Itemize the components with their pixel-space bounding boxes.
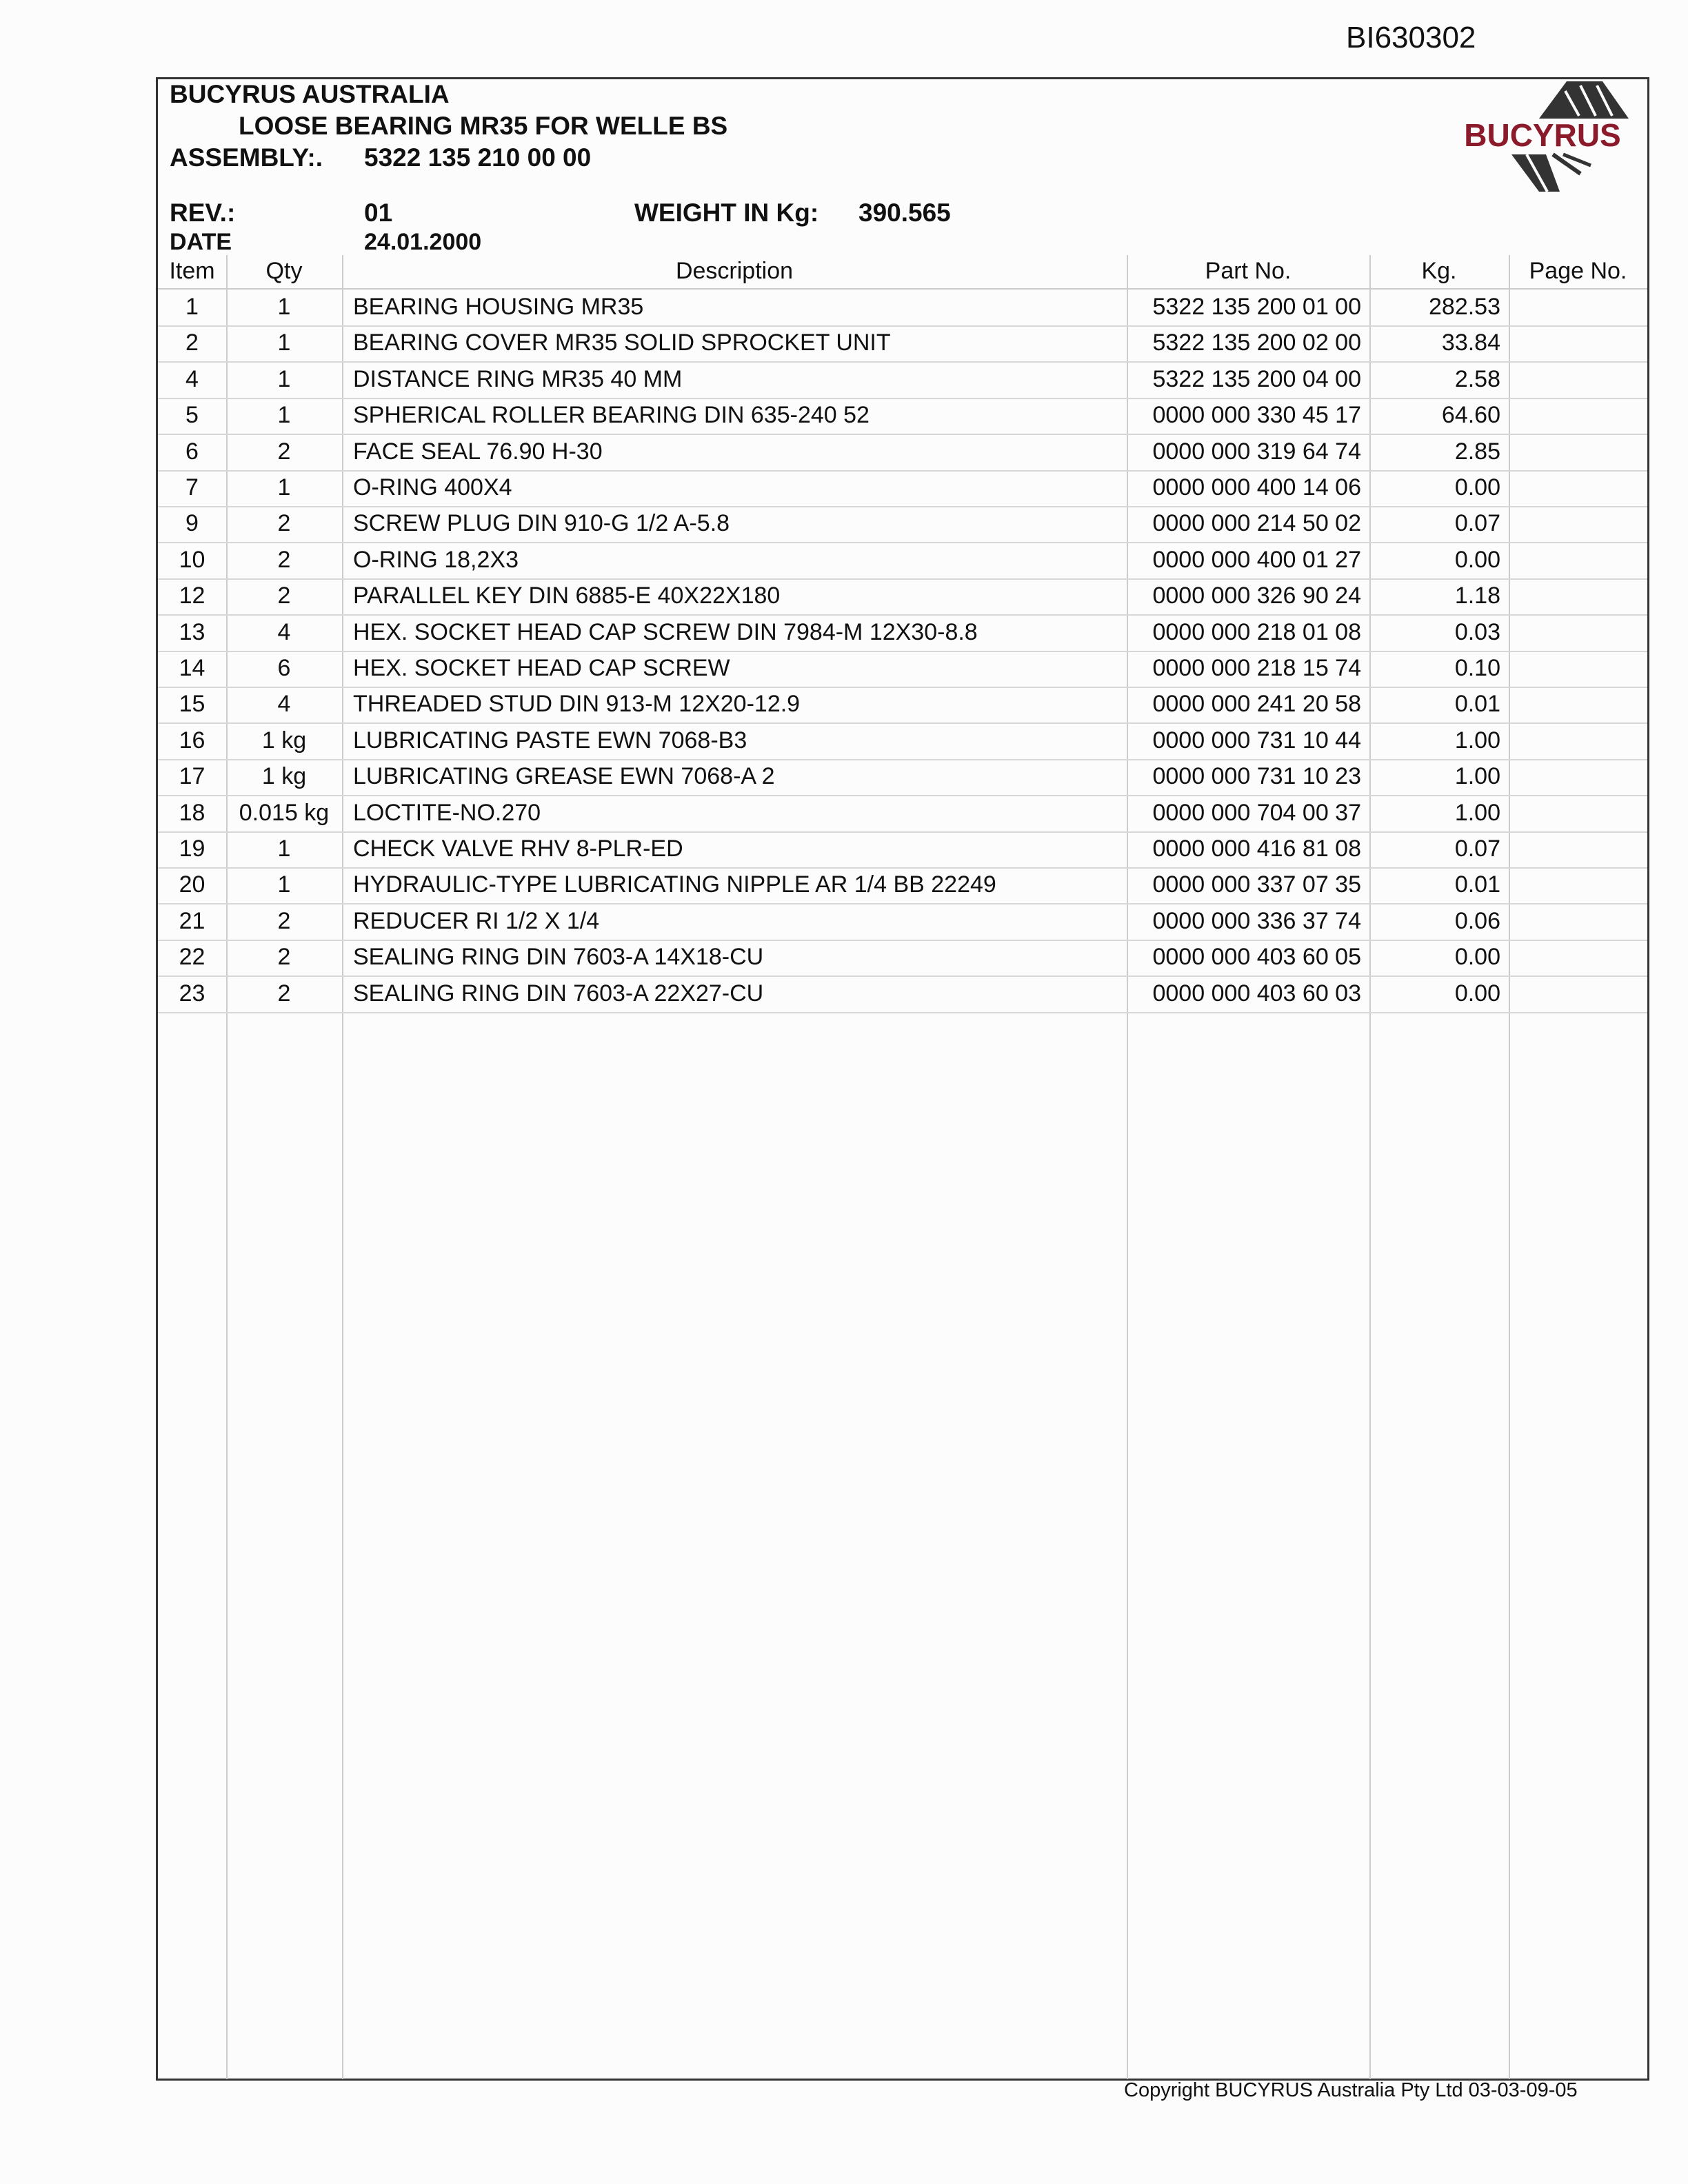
cell-item: 7: [185, 474, 199, 501]
cell-description: DISTANCE RING MR35 40 MM: [353, 365, 683, 392]
date-value: 24.01.2000: [364, 229, 482, 255]
column-header-qty: Qty: [265, 258, 303, 284]
cell-item: 16: [179, 727, 205, 754]
cell-qty: 1 kg: [261, 763, 307, 790]
cell-kg: 1.00: [1454, 763, 1500, 790]
table-row: [158, 651, 1647, 688]
cell-item: 2: [185, 330, 199, 356]
document-id: BI630302: [1346, 21, 1476, 54]
cell-qty: 1: [277, 836, 291, 862]
date-label: DATE: [170, 229, 232, 255]
cell-part-no: 0000 000 731 10 44: [1152, 727, 1361, 754]
cell-part-no: 0000 000 400 14 06: [1152, 474, 1361, 501]
cell-qty: 2: [277, 980, 291, 1007]
cell-kg: 1.00: [1454, 799, 1500, 826]
cell-kg: 33.84: [1441, 330, 1500, 356]
cell-qty: 4: [277, 618, 291, 645]
cell-qty: 1: [277, 402, 291, 429]
cell-part-no: 0000 000 337 07 35: [1152, 871, 1361, 898]
cell-item: 14: [179, 655, 205, 681]
column-header-item: Item: [169, 258, 215, 284]
table-row: [158, 940, 1647, 977]
cell-qty: 2: [277, 510, 291, 537]
cell-qty: 1: [277, 294, 291, 320]
logo-mark-top: [1539, 81, 1629, 119]
table-row: [158, 398, 1647, 435]
copyright-footer: Copyright BUCYRUS Australia Pty Ltd 03-03-09-05: [1124, 2079, 1578, 2101]
cell-item: 19: [179, 836, 205, 862]
cell-item: 4: [185, 365, 199, 392]
cell-qty: 6: [277, 655, 291, 681]
cell-kg: 282.53: [1429, 294, 1500, 320]
cell-description: LOCTITE-NO.270: [353, 799, 541, 826]
assembly-label: ASSEMBLY:.: [170, 143, 323, 172]
cell-qty: 2: [277, 438, 291, 465]
cell-part-no: 0000 000 241 20 58: [1152, 691, 1361, 718]
table-row: [158, 867, 1647, 904]
cell-item: 9: [185, 510, 199, 537]
cell-kg: 0.01: [1454, 691, 1500, 718]
cell-part-no: 0000 000 403 60 03: [1152, 980, 1361, 1007]
cell-item: 5: [185, 402, 199, 429]
cell-description: SPHERICAL ROLLER BEARING DIN 635-240 52: [353, 402, 870, 429]
cell-qty: 2: [277, 583, 291, 609]
cell-description: O-RING 400X4: [353, 474, 512, 501]
cell-description: THREADED STUD DIN 913-M 12X20-12.9: [353, 691, 801, 718]
column-header-part-no: Part No.: [1205, 258, 1292, 284]
cell-description: HYDRAULIC-TYPE LUBRICATING NIPPLE AR 1/4 BB 22249: [353, 871, 996, 898]
cell-item: 22: [179, 944, 205, 971]
cell-item: 23: [179, 980, 205, 1007]
cell-description: HEX. SOCKET HEAD CAP SCREW: [353, 655, 730, 681]
cell-kg: 2.58: [1454, 365, 1500, 392]
cell-description: O-RING 18,2X3: [353, 546, 519, 573]
cell-item: 12: [179, 583, 205, 609]
cell-part-no: 0000 000 416 81 08: [1152, 836, 1361, 862]
cell-item: 10: [179, 546, 205, 573]
table-row: [158, 543, 1647, 580]
cell-part-no: 5322 135 200 01 00: [1152, 294, 1361, 320]
table-row: [158, 325, 1647, 363]
cell-item: 17: [179, 763, 205, 790]
cell-item: 21: [179, 907, 205, 934]
cell-item: 20: [179, 871, 205, 898]
table-row: [158, 578, 1647, 616]
cell-kg: 0.01: [1454, 871, 1500, 898]
rev-value: 01: [364, 199, 393, 227]
table-row: [158, 506, 1647, 543]
table-row: [158, 759, 1647, 796]
cell-part-no: 0000 000 218 15 74: [1152, 655, 1361, 681]
cell-item: 6: [185, 438, 199, 465]
cell-description: PARALLEL KEY DIN 6885-E 40X22X180: [353, 583, 781, 609]
cell-kg: 0.06: [1454, 907, 1500, 934]
cell-kg: 64.60: [1441, 402, 1500, 429]
cell-kg: 0.10: [1454, 655, 1500, 681]
table-row: [158, 615, 1647, 652]
cell-kg: 1.00: [1454, 727, 1500, 754]
cell-kg: 1.18: [1454, 583, 1500, 609]
cell-qty: 1: [277, 330, 291, 356]
cell-item: 1: [185, 294, 199, 320]
logo-text: BUCYRUS: [1464, 117, 1621, 153]
table-row: [158, 470, 1647, 507]
table-row: [158, 976, 1647, 1013]
cell-item: 18: [179, 799, 205, 826]
cell-qty: 4: [277, 691, 291, 718]
cell-description: FACE SEAL 76.90 H-30: [353, 438, 603, 465]
cell-qty: 2: [277, 546, 291, 573]
table-row: [158, 687, 1647, 724]
cell-description: REDUCER RI 1/2 X 1/4: [353, 907, 600, 934]
table-row: [158, 723, 1647, 760]
cell-qty: 0.015 kg: [239, 799, 330, 826]
cell-description: LUBRICATING PASTE EWN 7068-B3: [353, 727, 747, 754]
cell-part-no: 0000 000 319 64 74: [1152, 438, 1361, 465]
cell-part-no: 0000 000 403 60 05: [1152, 944, 1361, 971]
cell-description: CHECK VALVE RHV 8-PLR-ED: [353, 836, 683, 862]
cell-part-no: 0000 000 330 45 17: [1152, 402, 1361, 429]
cell-part-no: 0000 000 400 01 27: [1152, 546, 1361, 573]
cell-kg: 0.00: [1454, 546, 1500, 573]
table-row: [158, 434, 1647, 472]
cell-description: SEALING RING DIN 7603-A 14X18-CU: [353, 944, 764, 971]
cell-qty: 1: [277, 474, 291, 501]
table-header: [158, 255, 1647, 290]
cell-kg: 0.07: [1454, 836, 1500, 862]
cell-description: SEALING RING DIN 7603-A 22X27-CU: [353, 980, 764, 1007]
table-row: [158, 290, 1647, 327]
cell-part-no: 0000 000 326 90 24: [1152, 583, 1361, 609]
cell-qty: 1: [277, 871, 291, 898]
column-header-kg: Kg.: [1421, 258, 1457, 284]
bucyrus-logo: [1443, 77, 1642, 201]
weight-label: WEIGHT IN Kg:: [634, 199, 819, 227]
cell-part-no: 0000 000 731 10 23: [1152, 763, 1361, 790]
cell-qty: 1 kg: [261, 727, 307, 754]
cell-part-no: 0000 000 336 37 74: [1152, 907, 1361, 934]
cell-kg: 0.07: [1454, 510, 1500, 537]
column-header-description: Description: [675, 258, 794, 284]
cell-qty: 2: [277, 907, 291, 934]
cell-description: BEARING COVER MR35 SOLID SPROCKET UNIT: [353, 330, 891, 356]
cell-description: SCREW PLUG DIN 910-G 1/2 A-5.8: [353, 510, 730, 537]
table-row: [158, 904, 1647, 941]
cell-kg: 0.00: [1454, 980, 1500, 1007]
cell-part-no: 5322 135 200 04 00: [1152, 365, 1361, 392]
cell-kg: 0.00: [1454, 474, 1500, 501]
cell-kg: 0.03: [1454, 618, 1500, 645]
assembly-number: 5322 135 210 00 00: [364, 143, 592, 172]
table-row: [158, 362, 1647, 399]
table-row: [158, 831, 1647, 869]
cell-description: BEARING HOUSING MR35: [353, 294, 644, 320]
cell-part-no: 5322 135 200 02 00: [1152, 330, 1361, 356]
cell-kg: 2.85: [1454, 438, 1500, 465]
cell-description: HEX. SOCKET HEAD CAP SCREW DIN 7984-M 12X30-8.8: [353, 618, 978, 645]
table-row: [158, 796, 1647, 833]
cell-qty: 2: [277, 944, 291, 971]
weight-value: 390.565: [858, 199, 951, 227]
cell-qty: 1: [277, 365, 291, 392]
cell-part-no: 0000 000 704 00 37: [1152, 799, 1361, 826]
cell-kg: 0.00: [1454, 944, 1500, 971]
cell-item: 15: [179, 691, 205, 718]
column-header-page-no: Page No.: [1529, 258, 1627, 284]
cell-item: 13: [179, 618, 205, 645]
assembly-title: LOOSE BEARING MR35 FOR WELLE BS: [239, 112, 728, 140]
rev-label: REV.:: [170, 199, 236, 227]
cell-part-no: 0000 000 218 01 08: [1152, 618, 1361, 645]
company-name: BUCYRUS AUSTRALIA: [170, 80, 450, 108]
cell-description: LUBRICATING GREASE EWN 7068-A 2: [353, 763, 775, 790]
cell-part-no: 0000 000 214 50 02: [1152, 510, 1361, 537]
